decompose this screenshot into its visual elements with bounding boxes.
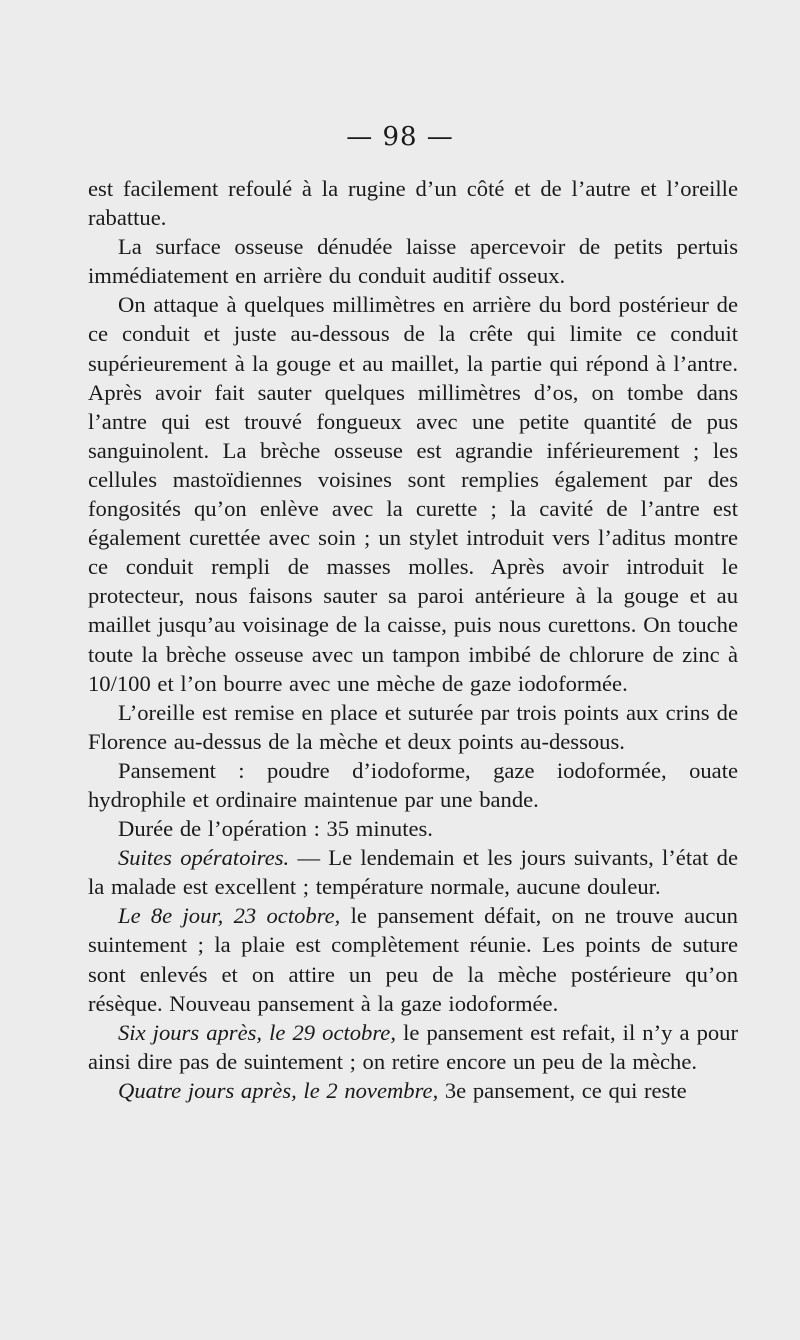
paragraph [88,756,738,814]
body-text [88,174,738,1105]
italic-text-segment: Six jours après, le 29 octobre, [118,1019,396,1045]
paragraph [88,1076,738,1105]
text-segment: le pansement défait, on ne trouve aucun suintement ; la plaie est complètement réunie. Les points de suture sont enlevés et on attire un peu de la mèche postérieure qu’on résèque. Nouveau pansement à la gaze iodoformée. [88,903,738,1016]
text-segment: le pansement est refait, il n’y a pour ainsi dire pas de suintement ; on retire encore un peu de la mèche. [88,1019,738,1074]
text-segment: L’oreille est remise en place et suturée par trois points aux crins de Florence au-dessus de la mèche et deux points au-dessous. [88,699,738,754]
text-segment: est facilement refoulé à la rugine d’un côté et de l’autre et l’oreille rabattue. [88,176,738,231]
paragraph [88,698,738,756]
text-segment: On attaque à quelques millimètres en arrière du bord postérieur de ce conduit et juste au-dessous de la crête qui limite ce conduit supérieurement à la gouge et au maillet, la partie qui répond à l’antre. Après avoir fait sauter quelques millimètres d’os, on tombe dans l’antre qui est trouvé fongueux avec une petite quantité de pus sanguinolent. La brèche osseuse est agrandie inférieurement ; les cellules mastoïdiennes voisines sont remplies également par des fongosités qu’on enlève avec la curette ; la cavité de l’antre est également curettée avec soin ; un stylet introduit vers l’aditus montre ce conduit rempli de masses molles. Après avoir introduit le protecteur, nous faisons sauter sa paroi antérieure à la gouge et au maillet jusqu’au voisinage de la caisse, puis nous curettons. On touche toute la brèche osseuse avec un tampon imbibé de chlorure de zinc à 10/100 et l’on bourre avec une mèche de gaze iodoformée. [88,292,738,696]
paragraph [88,814,738,843]
text-segment: La surface osseuse dénudée laisse apercevoir de petits pertuis immédiatement en arrière du conduit auditif osseux. [88,234,738,289]
text-segment: Durée de l’opération : 35 minutes. [118,816,433,842]
text-segment: 3e pansement, ce qui reste [438,1077,687,1103]
text-segment: Pansement : poudre d’iodoforme, gaze iodoformée, ouate hydrophile et ordinaire maintenue par une bande. [88,757,738,812]
page-number: — 98 — [346,122,454,152]
italic-text-segment: Le 8e jour, 23 octobre, [118,903,341,929]
paragraph [88,290,738,697]
paragraph [88,843,738,901]
italic-text-segment: Suites opératoires. [118,845,290,871]
paragraph [88,174,738,232]
paragraph [88,901,738,1017]
paragraph [88,1018,738,1076]
text-segment: — Le lendemain et les jours suivants, l’état de la malade est excellent ; température normale, aucune douleur. [88,845,738,900]
paragraph [88,232,738,290]
italic-text-segment: Quatre jours après, le 2 novembre, [118,1077,439,1103]
